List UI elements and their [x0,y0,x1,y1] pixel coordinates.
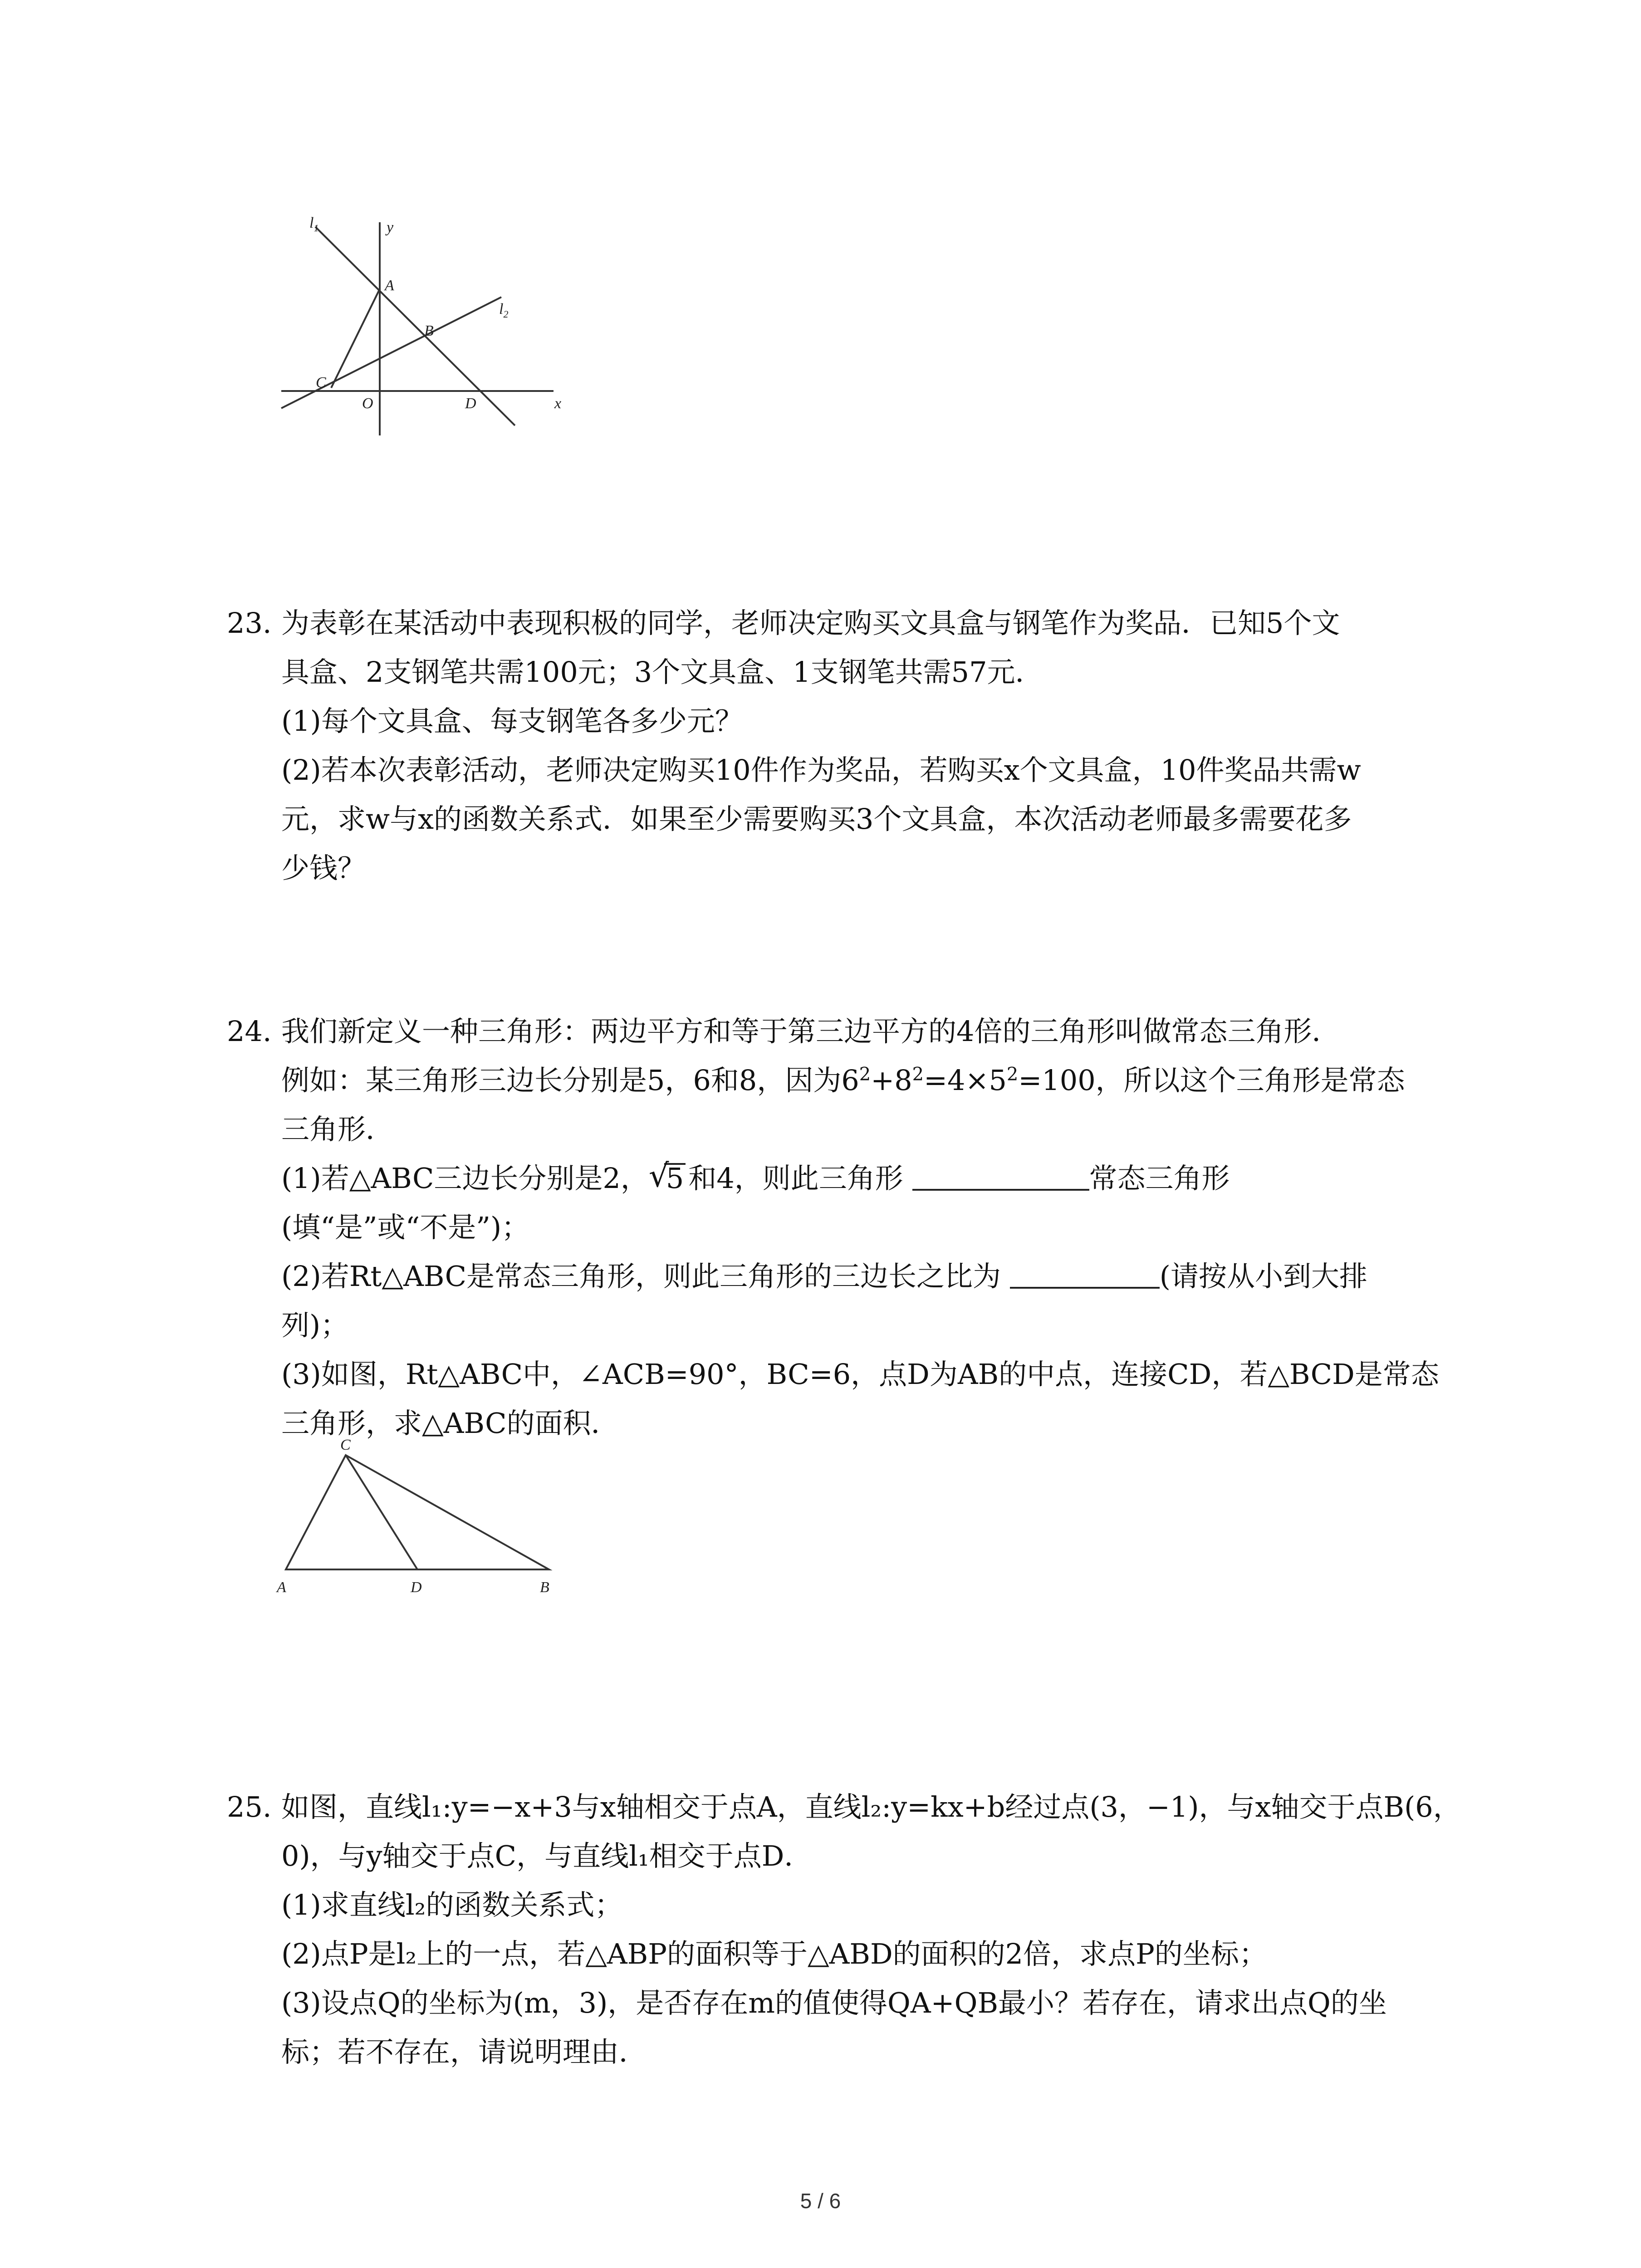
question-23-number: 23. [227,606,272,640]
question-24-part-2-cont: 列)； [281,1309,349,1342]
label-origin: O [362,395,373,412]
question-24-definition: 我们新定义一种三角形：两边平方和等于第三边平方的4倍的三角形叫做常态三角形． [281,1015,1340,1048]
question-25-number: 25. [227,1790,272,1823]
page-number: 5 / 6 [800,2189,841,2213]
question-23-part-1: (1)每个文具盒、每支钢笔各多少元？ [281,704,743,738]
label-x-axis: x [554,395,562,412]
sqrt-symbol: √ 5 [649,1154,686,1203]
label-point-c: C [316,374,326,391]
question-23-part-2-line-3: 少钱？ [281,851,366,885]
label-vertex-b: B [540,1579,549,1596]
question-25 [227,1783,1461,2077]
triangle-figure [272,1433,581,1601]
question-25-line-1: 如图，直线l₁:y=−x+3与x轴相交于点A，直线l₂:y=kx+b经过点(3，−1)，与x轴交于点B(6， [281,1790,1461,1823]
question-24-example-end: 三角形． [281,1113,394,1146]
question-24-part-1-note: (填“是”或“不是”)； [281,1211,530,1244]
label-point-a: A [385,277,394,294]
label-vertex-a: A [277,1579,286,1596]
question-24-number: 24. [227,1015,272,1048]
label-y-axis: y [387,219,394,236]
label-point-b: B [424,323,434,339]
answer-blank-2[interactable] [1010,1260,1160,1289]
label-point-d: D [411,1579,422,1596]
question-24-part-3-line-1: (3)如图，Rt△ABC中，∠ACB=90°，BC=6，点D为AB的中点，连接CD，若△BCD是常态 [281,1358,1439,1391]
question-25-part-3-line-2: 标；若不存在，请说明理由． [281,2035,647,2068]
question-23-part-2-line-2: 元，求w与x的函数关系式．如果至少需要购买3个文具盒，本次活动老师最多需要花多 [281,802,1352,836]
question-25-line-2: 0)，与y轴交于点C，与直线l₁相交于点D． [281,1839,813,1872]
answer-blank-1[interactable] [912,1162,1089,1191]
question-25-part-3-line-1: (3)设点Q的坐标为(m，3)，是否存在m的值使得QA+QB最小？若存在，请求出点Q的坐 [281,1986,1387,2019]
question-23-line-2: 具盒、2支钢笔共需100元；3个文具盒、1支钢笔共需57元． [281,655,1043,689]
question-25-part-2: (2)点P是l₂上的一点，若△ABP的面积等于△ABD的面积的2倍，求点P的坐标； [281,1937,1267,1970]
question-24 [227,1007,1439,1448]
question-24-part-3-line-2: 三角形，求△ABC的面积． [281,1407,619,1440]
question-23-part-2-line-1: (2)若本次表彰活动，老师决定购买10件作为奖品，若购买x个文具盒，10件奖品共需w [281,753,1361,787]
question-23-line-1: 为表彰在某活动中表现积极的同学，老师决定购买文具盒与钢笔作为奖品．已知5个文 [281,606,1340,640]
question-23 [227,599,1434,893]
label-l2: $l_2$ [499,301,509,320]
label-vertex-c: C [340,1437,351,1453]
question-25-part-1: (1)求直线l₂的函数关系式； [281,1888,623,1921]
question-24-example: 例如：某三角形三边长分别是5，6和8，因为$6^2+8^2=4\times 5^2=100$，所以这个三角形是常态 [281,1064,1405,1097]
question-24-part-1: (1)若△ABC三边长分别是2， √ 5 和4，则此三角形 常态三角形 [281,1154,1434,1203]
question-24-part-2: (2)若Rt△ABC是常态三角形，则此三角形的三边长之比为 (请按从小到大排 [281,1260,1367,1293]
label-l1: $l_1$ [309,215,319,234]
coordinate-figure [272,209,590,445]
label-point-d: D [465,395,476,412]
